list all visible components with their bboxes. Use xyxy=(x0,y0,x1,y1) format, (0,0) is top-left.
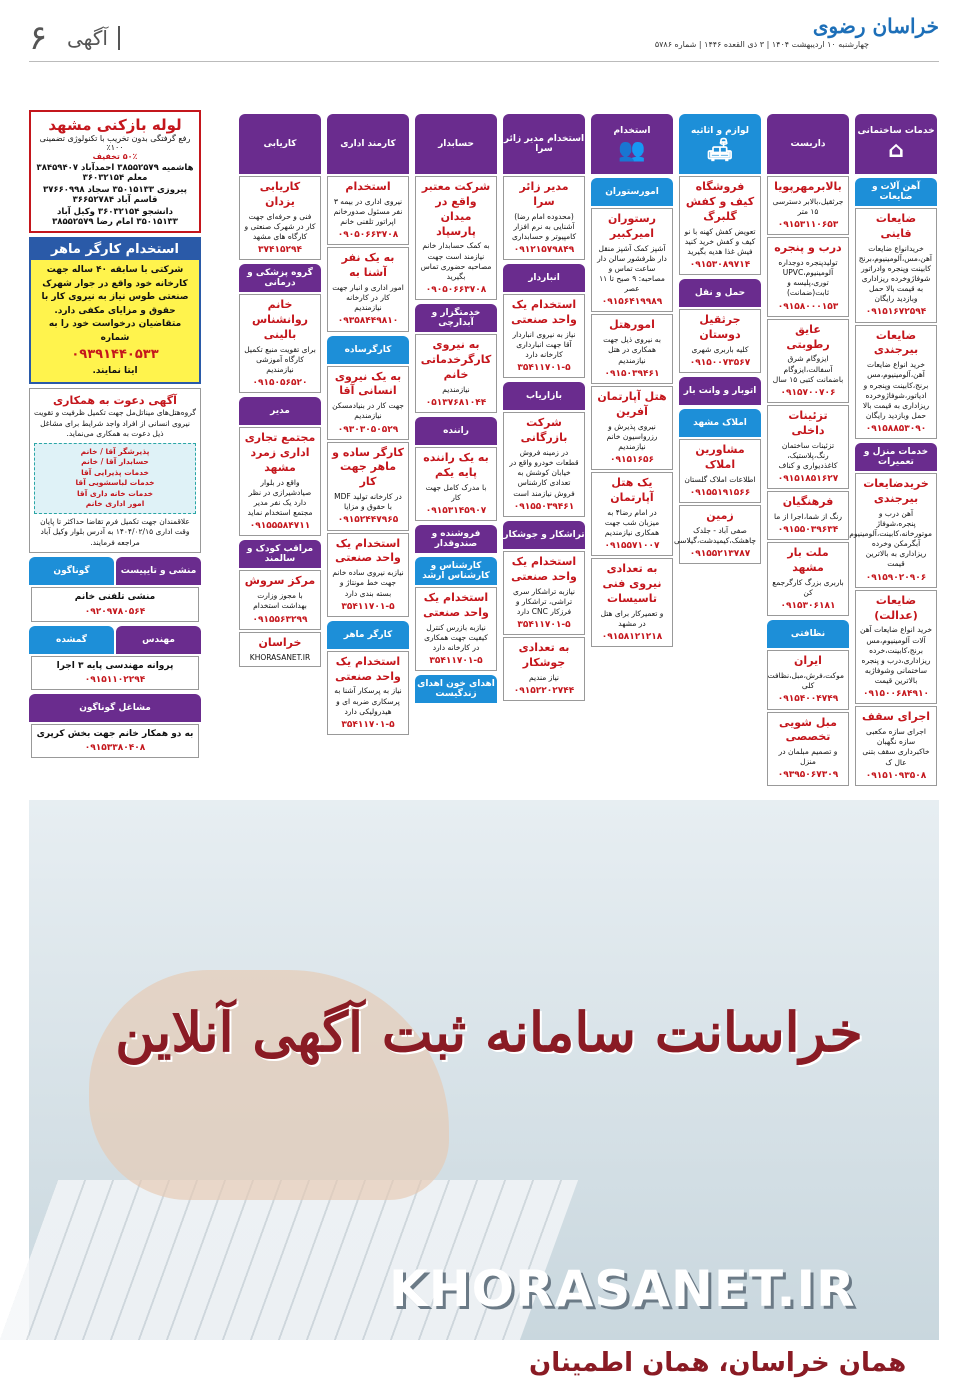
various-jobs-ad xyxy=(31,724,199,758)
ad-heading: به یک نیروی انسانی آقا xyxy=(334,369,402,398)
category-header xyxy=(855,114,937,174)
ad-body: در زمینه فروش قطعات خودرو واقع در خیابان کوشش به تعدادی کارشناس فروش نیازمند است xyxy=(509,448,579,498)
banner-headline: خراسانت سامانه ثبت آگهی آنلاین xyxy=(115,1000,863,1064)
ad-phone: ۰۹۱۵۳۰۶۱۸۱ xyxy=(780,601,836,612)
ad-phone: ۰۹۱۵۵۵۸۴۷۱۱ xyxy=(249,521,311,532)
ad-phone: ۰۹۱۵۳۱۴۵۹۰۷ xyxy=(425,505,487,516)
ad-heading: رستوران امیرکبیر xyxy=(607,212,657,240)
worker-ad-tail: ایتا نمایند. xyxy=(92,365,138,376)
classified-ad xyxy=(674,505,761,564)
category-header xyxy=(679,114,761,174)
category-header xyxy=(591,114,673,174)
category-icon: ⌂ xyxy=(888,137,904,163)
classified-ad xyxy=(767,176,849,235)
category-misc: گوناگون xyxy=(29,557,114,585)
ad-phone: ۰۹۱۵۸۰۰۰۱۵۳ xyxy=(777,301,839,312)
ad-phone: ۰۵۱۳۷۶۸۱۰۴۴ xyxy=(425,397,487,408)
ad-body: نیازبه تراشکار سری تراشی، تراشکار و فرزکار CNC دارد xyxy=(512,586,576,616)
ad-body: و تعمیرکار برای هتل در مشهد xyxy=(600,608,664,628)
ad-body: نیاز به نیروی انباردار آقا جهت انبارداری کارخانه دارد xyxy=(512,329,576,360)
ad-body: KHORASANET.IR xyxy=(249,652,311,662)
subcategory-header: راننده xyxy=(415,417,497,445)
classified-ad xyxy=(767,712,849,786)
classified-ad xyxy=(503,637,585,701)
position-item: حسابدار آقا / خانم xyxy=(81,457,149,467)
ad-phone: ۰۹۱۵۰۵۶۵۲۰ xyxy=(252,378,308,389)
ad-column xyxy=(413,110,499,790)
ad-phone: ۳۷۴۱۵۲۹۴ xyxy=(258,245,302,256)
left-ads-column xyxy=(29,110,201,760)
ad-heading: درب و پنجره xyxy=(774,241,842,255)
pipe-ad-row: دانشجو ۳۶۰۳۲۱۵۴ وکیل آباد ۳۵۰۱۵۱۳۳ امام رضا ۳۸۵۵۲۵۷۹ xyxy=(52,207,178,227)
category-label: حسابدار xyxy=(438,139,474,149)
category-secretary: منشی و تایپیست xyxy=(116,557,201,585)
ad-phone: ۰۹۱۵۰۳۹۴۶۱ xyxy=(604,368,660,379)
classified-ad xyxy=(855,590,937,705)
classified-ad xyxy=(679,439,761,503)
khorasanet-banner[interactable] xyxy=(29,800,939,1378)
classified-ad xyxy=(327,247,409,331)
ad-body: نیاز به پرسکار آشنا به پرسکاری ضربه ای و هیدرولیکی دارد xyxy=(334,686,402,716)
ad-heading: عایق رطوبتی xyxy=(786,322,830,351)
position-item: پذیرشگر آقا / خانم xyxy=(80,446,150,456)
page-number: ۶ xyxy=(29,18,48,58)
subcategory-header: مدیر xyxy=(239,397,321,425)
category-header xyxy=(239,114,321,174)
ad-body: نیازبه بازرس کنترل کیفیت جهت همکاری در کارخانه دارد xyxy=(424,622,488,652)
classified-ad xyxy=(767,319,849,403)
ad-body: تزئینات ساختمان رنگ،پلاستیک، کاغذدیواری و کناف xyxy=(778,440,838,470)
ad-body: جرثقیل،بالابر دسترسی ۱۵ متر xyxy=(772,196,844,216)
ad-heading: به دو همکار خانم جهت بخش کرپری xyxy=(36,728,194,739)
ad-body: در کارخانه تولید MDF با حقوق و مزایا xyxy=(334,492,402,512)
ad-heading: بالابرمهرپویا xyxy=(774,180,842,193)
ad-phone: ۰۹۱۵۵۱۹۱۵۶۶ xyxy=(689,487,751,498)
ad-heading: به نیروی کارگرخدماتی خانم xyxy=(420,338,492,381)
ad-phone: ۰۹۱۵۸۸۵۳۰۹۰ xyxy=(865,424,927,435)
classified-ad xyxy=(503,412,585,516)
category-label: استخدام xyxy=(613,125,651,136)
ad-body: به کمک حسابدار خانم نیازمند است جهت مصاحبه حضوری تماس بگیرید xyxy=(420,241,492,281)
ad-phone: ۰۹۲۰۹۷۸۰۵۶۴ xyxy=(84,606,146,617)
ad-body: امور اداری و انبار جهت کار در کارخانه نیازمندیم xyxy=(332,283,404,313)
category-icon: 👥 xyxy=(618,137,646,163)
ad-heading: استخدام یک واحد صنعتی xyxy=(335,654,401,683)
classified-ad xyxy=(415,176,497,300)
ad-heading: امورهتل xyxy=(609,318,655,332)
ad-body: با مجوز وزارت بهداشت استخدام xyxy=(253,591,307,611)
classified-ad xyxy=(327,176,409,245)
ad-heading: ضایعات قاینی xyxy=(875,212,917,240)
ad-body: نیروی اداری در بیمه ۳ نفر مسئول صدورخانم اپراتور تلفنی خانم xyxy=(333,196,403,227)
ad-heading: یک هتل آپارتمان xyxy=(610,476,654,504)
ad-body: با مدرک کامل جهت کار xyxy=(425,482,487,502)
ad-phone: ۰۹۱۵۳۳۸۰۴۰۸ xyxy=(84,743,146,754)
ad-heading: مجتمع تجاری اداری زمرد مشهد xyxy=(244,431,316,474)
subcategory-header: آهن آلات و ضایعات xyxy=(855,178,937,206)
ad-phone: ۰۹۳۹۵۰۶۷۳۰۹ xyxy=(777,770,839,781)
ad-heading: جرثقیل دوستان xyxy=(699,313,741,341)
ad-phone: ۰۹۱۵۵۲۱۳۷۸۷ xyxy=(689,549,751,560)
ad-column xyxy=(325,110,411,790)
worker-ad-body xyxy=(31,260,199,382)
ad-body: به نیروی ذیل جهت همکاری در هتل نیازمندیم xyxy=(603,335,661,365)
ad-body: آشپز کمک آشپز منقل دار ظرفشور سالن دار ساعت تماس و مصاحبه: ۹ صبح تا ۱۱ عصر xyxy=(597,243,667,294)
classified-ad xyxy=(767,237,849,316)
category-icon: 🛋 xyxy=(706,137,734,163)
classified-ad xyxy=(679,176,761,275)
position-item: خدمات لباسشویی آقا xyxy=(75,478,155,488)
classified-ad xyxy=(767,542,849,616)
ad-body: برای تقویت منبع تکمیل کارگاه آموزشی نیازمندیم xyxy=(244,344,316,374)
newspaper-logo: خراسان رضوی xyxy=(812,14,939,38)
ad-heading: کارگر ساده و ماهر جهت کار xyxy=(332,445,404,489)
ad-body: و تصمیم مبلمان در منزل xyxy=(778,747,838,767)
ad-body: فنی و حرفه‌ای جهت کار در شهرک صنعتی و کارگاه های مشهد xyxy=(244,211,316,241)
classified-ad xyxy=(239,176,321,260)
ad-heading: کاریابی یزدان xyxy=(259,180,301,208)
ad-heading: خریدضایعات بیرجندی xyxy=(863,477,929,505)
left-cat-row xyxy=(29,626,201,654)
ad-phone: ۰۹۱۵۸۱۲۱۲۱۸ xyxy=(601,632,663,642)
subcategory-header: اهدای خون اهدای زندگیست xyxy=(415,675,497,703)
ad-column xyxy=(674,110,763,790)
ad-heading: فروشگاه کیف و کفش گلبرگ xyxy=(685,180,755,223)
ad-heading: مبل شویی تخصصی xyxy=(779,715,837,744)
subcategory-header: نظافتی xyxy=(767,620,849,648)
ad-phone: ۰۹۱۵۵۰۳۹۴۶۱ xyxy=(513,501,575,512)
subcategory-header: امورستوران xyxy=(591,178,673,206)
ad-body: ایزوگام شرق آسفالت،ایزوگام باضمانت کتبی ۱۵ سال xyxy=(772,354,844,384)
ad-phone: ۳۵۴۱۱۷۰۱-۵ xyxy=(517,363,571,374)
classified-ad xyxy=(415,587,497,671)
worker-ad-phone: ۰۹۳۹۱۴۴۰۵۳۳ xyxy=(71,347,159,362)
ad-phone: ۰۹۱۵۵۶۳۲۹۹ xyxy=(252,614,308,625)
invite-body: گروه‌هتل‌های مینا‌تل‌مل جهت تکمیل ظرفیت و تقویت نیروی انسانی از افراد واجد شرایط برای مشاغل ذیل دعوت به همکاری می‌نماید. xyxy=(34,408,196,439)
ad-body: واقع در بلوار صیادشیرازی در نظر دارد یک نفر مدیر مجتمع استخدام نماید xyxy=(247,477,313,518)
classified-ad xyxy=(679,309,761,373)
ad-phone: ۳۵۴۱۱۷۰۱-۵ xyxy=(341,719,395,730)
worker-ad-title: استخدام کارگر ماهر xyxy=(31,239,199,260)
ad-phone: ۰۹۱۵۹۰۲۰۹۰۶ xyxy=(865,572,927,583)
engineer-ad xyxy=(31,656,199,690)
classified-ad xyxy=(327,651,409,735)
ad-heading: استخدام یک واحد صنعتی xyxy=(423,590,489,619)
ad-body: خریدانواع ضایعات آهن،مس،آلومینیوم،برنج کابینت وپنجره وادراتور شوفاژوخرده ریزاداری به قیمت بالا حمل وبازدید رایگان xyxy=(858,243,932,304)
classified-ad xyxy=(415,334,497,413)
subcategory-header: کارگرساده xyxy=(327,336,409,364)
ad-heading: به یک راننده پایه یکم xyxy=(423,450,489,479)
ad-phone: ۰۹۱۵۵۰۳۹۶۳۴ xyxy=(777,525,839,536)
ad-body: در امام رضا۴ به میزبان شب جهت همکاری نیازمندیم xyxy=(604,507,660,537)
ad-phone: ۰۹۱۵۱۰۹۳۵۰۸ xyxy=(865,770,927,781)
ad-phone: ۰۹۱۵۱۶۵۶ xyxy=(610,454,654,465)
ad-heading: استخدام یک واحد صنعتی xyxy=(335,536,401,565)
subcategory-header: مراقب کودک و سالمند xyxy=(239,540,321,568)
ad-phone: ۳۵۴۱۱۷۰۱-۵ xyxy=(429,655,483,666)
ad-heading: استخدام xyxy=(345,180,391,193)
subcategory-header: خدمتگزار و آبدارچی xyxy=(415,304,497,332)
subcategory-header: املاک مشهد xyxy=(679,409,761,437)
classified-ad xyxy=(855,706,937,785)
banner-url-link[interactable]: KHORASANET.IR xyxy=(389,1260,856,1318)
ad-heading: پروانه مهندسی پایه ۳ اجرا xyxy=(56,660,174,671)
subcategory-header: کارگر ماهر xyxy=(327,621,409,649)
classified-ad xyxy=(239,294,321,393)
worker-ad-text: شرکتی با سابقه ۴۰ ساله جهت کارخانه خود واقع در جوار شهرک صنعتی طوس نیاز به نیروی کار با حقوق و مزایای مکفی دارد. متقاضیان درخواست خود را به شماره xyxy=(41,265,189,343)
ad-phone: ۰۹۰۵۰۶۶۳۷۰۸ xyxy=(337,230,399,241)
category-label: کاریابی xyxy=(263,139,297,149)
pipe-ad-title: لوله بازکنی مشهد xyxy=(48,116,182,134)
classified-ad xyxy=(591,472,673,556)
category-header xyxy=(415,114,497,174)
ad-body: تولیدپنجره دوجداره آلومینیوم،UPVC توری،پلیسه و ثابت(ضمانت) xyxy=(778,258,838,298)
ad-phone: ۳۵۴۱۱۷۰۱-۵ xyxy=(341,601,395,612)
ad-heading: استخدام یک واحد صنعتی xyxy=(511,554,577,583)
ad-phone: ۰۹۱۵۲۲۰۲۷۴۴ xyxy=(513,685,575,696)
ad-body: کلیه باربری شهری xyxy=(691,344,749,354)
left-cat-row xyxy=(29,557,201,585)
category-header xyxy=(327,114,409,174)
classified-ad xyxy=(855,325,937,440)
ad-column xyxy=(765,110,851,790)
ad-body: نیاز مندیم xyxy=(529,672,559,682)
subcategory-header: حمل و نقل xyxy=(679,279,761,307)
secretary-ad xyxy=(31,587,199,621)
ad-phone: ۳۵۴۱۱۷۰۱-۵ xyxy=(517,619,571,630)
classified-ad xyxy=(327,533,409,617)
category-engineer: مهندس xyxy=(116,626,201,654)
ad-heading: شرکت معتبر واقع در میدان پارسپاد xyxy=(421,180,491,238)
classified-ad xyxy=(591,314,673,383)
ad-heading: هتل آپارتمان آفرین xyxy=(597,389,667,418)
ad-phone: ۰۹۳۰۳۰۵۰۵۲۹ xyxy=(337,424,399,435)
category-header xyxy=(767,114,849,174)
ad-phone: ۰۹۳۵۸۴۴۹۸۱۰ xyxy=(337,316,399,327)
pipe-ad-row: هاشمیه ۳۸۵۵۲۵۷۹ احمدآباد ۳۸۴۵۹۴۰۷ معلم ۳۶۰۳۲۱۵۴ xyxy=(36,163,194,183)
ad-body: صفی آباد - جلدک چاهشک،کیمیدشت،گیلاسی xyxy=(674,525,756,545)
classified-ad xyxy=(239,632,321,667)
classified-ad xyxy=(855,208,937,323)
classified-ad xyxy=(327,366,409,440)
ad-body: موکت،فرش،مبل،نظافت کلی xyxy=(767,671,844,691)
ad-heading: فرهنگیان xyxy=(782,495,834,509)
ad-body: خرید انواع ضایعات آهن آلات آلومینیوم،مس برنج،کابینت،خرده ریزاداری،درب و پنجره ساختمانی وشوفاژبه بالاترین قیمت xyxy=(859,625,932,686)
ad-heading: اجرای سقف xyxy=(861,710,931,724)
category-various-jobs: مشاغل گوناگون xyxy=(29,694,201,722)
ad-column xyxy=(501,110,587,790)
subcategory-header: فروشنده و صندوقدار xyxy=(415,525,497,553)
category-label: داربست xyxy=(790,139,826,149)
category-lost: گمشده xyxy=(29,626,114,654)
ad-body: (محدوده امام رضا) آشنایی به نرم افزار کامپیوتر و حسابداری xyxy=(511,211,577,241)
invite-tail: علاقمندان جهت تکمیل فرم تقاضا حداکثر تا پایان وقت اداری ۱۴۰۴/۰۲/۱۵ به آدرس بلوار وکیل آباد مراجعه فرمایند. xyxy=(40,516,190,547)
subcategory-header: انباردار xyxy=(503,264,585,292)
ad-phone: ۰۹۰۵۰۶۶۳۷۰۸ xyxy=(425,284,487,295)
ad-body: رنگ از شما،اجرا از ما xyxy=(774,511,842,521)
ad-heading: ضایعات بیرجندی xyxy=(873,328,919,357)
banner-slogan: همان خراسان، همان اطمینان xyxy=(529,1348,907,1378)
ad-phone: ۰۹۱۵۵۷۱۰۰۷ xyxy=(604,541,660,552)
ad-heading: زمین xyxy=(706,508,734,522)
invite-title: آگهی دعوت به همکاری xyxy=(53,394,177,407)
ad-phone: ۰۹۱۵۳۰۸۹۷۱۴ xyxy=(689,259,751,270)
ad-phone: ۰۹۱۵۶۴۱۹۹۸۹ xyxy=(601,297,663,308)
ad-body: خرید انواع ضایعات آهن،آلومینیوم،مس برنج،کابینت وپنجره و ادیاتور،شوفاژوخرده ریزاداری به قیمت بالا حمل وبازدید رایگان xyxy=(862,360,930,420)
subcategory-header: کارشناس و کارشناس ارشد xyxy=(415,557,497,585)
ad-phone: ۰۹۱۵۴۰۰۴۷۴۹ xyxy=(777,694,839,705)
ad-heading: ضایعات (عدالت) xyxy=(874,593,918,622)
ad-heading: منشی تلفنی خانم xyxy=(74,592,156,603)
ad-heading: مشاورین املاک xyxy=(695,443,745,471)
dateline: چهارشنبه ۱۰ اردیبهشت ۱۴۰۴ | ۳ ذی القعده ۱۴۴۶ | شماره ۵۷۸۶ xyxy=(654,40,869,49)
category-header xyxy=(503,114,585,174)
ad-heading: خراسان xyxy=(258,635,302,649)
ad-phone: ۰۹۱۵۰۰۷۳۵۶۷ xyxy=(689,357,751,368)
pipe-ad-row: پیروزی ۳۵۰۱۵۱۳۳ سجاد ۳۷۶۶۰۹۹۸ قاسم آباد ۳۶۶۵۲۷۸۴ xyxy=(43,185,187,205)
ad-phone: ۰۹۱۵۲۴۴۷۹۶۵ xyxy=(337,515,399,526)
category-label: استخدام مدیر زائر سرا xyxy=(503,134,585,154)
ad-body: جهت کار در بنیادمسکن نیازمندیم xyxy=(332,401,404,421)
ad-phone: ۰۹۱۵۰۰۶۸۴۹۱۰ xyxy=(863,689,929,700)
category-label: کارمند اداری xyxy=(340,139,396,149)
hotel-invite-ad xyxy=(29,388,201,553)
section-title: آگهی xyxy=(67,26,120,50)
masthead xyxy=(29,14,939,62)
ad-heading: شرکت بازرگانی xyxy=(520,416,568,445)
subcategory-header: بازاریاب xyxy=(503,382,585,410)
classified-ad xyxy=(591,208,673,312)
classified-ad xyxy=(849,473,937,588)
newspaper-page xyxy=(1,0,967,1380)
ad-phone: ۰۹۱۵۱۸۵۱۶۲۷ xyxy=(777,473,839,484)
position-item: خدمات خانه داری آقا xyxy=(76,488,154,498)
classified-ad xyxy=(503,551,585,635)
ad-body: نیروی پذیرش و رزرواسیون خانم نیازمندیم xyxy=(606,421,658,451)
ad-heading: تزئینات داخلی xyxy=(788,408,828,437)
position-item: خدمات پذیرایی آقا xyxy=(81,467,149,477)
classified-ad xyxy=(767,491,849,540)
pipe-ad-subtitle: رفع گرفتگی بدون تخریب با تکنولوژی تضمینی ۱۰۰٪ xyxy=(39,134,191,152)
classified-ad xyxy=(327,442,409,531)
ad-body: نیازبه نیروی ساده خانم جهت خط مونتاژ و بسته بندی دارد xyxy=(332,568,404,598)
classified-ad xyxy=(591,558,673,647)
classified-ad xyxy=(239,570,321,629)
ad-body: آهن درب و پنجره،شوفاژ موتورخانه،کابینت،آلومینیوم آبگرمکن وخرده ریزاداری به بالاترین قیمت xyxy=(849,508,932,569)
ad-heading: به یک نفر آشنا به xyxy=(341,251,395,280)
ad-phone: ۰۹۱۵۷۰۰۷۰۶ xyxy=(780,387,836,398)
ad-column xyxy=(589,110,675,790)
pipe-cleaning-ad xyxy=(29,110,201,233)
subcategory-header: گروه پزشکی و درمانی xyxy=(239,264,321,292)
ad-body: باربری بزرگ کارگرجمع کن xyxy=(772,577,844,598)
ad-heading: استخدام یک واحد صنعتی xyxy=(511,298,577,327)
classified-ad xyxy=(591,386,673,470)
invite-positions xyxy=(34,443,196,514)
ad-body: اجرای سازه مکعبی سازه نگهبان خاکبرداری سقف بتنی عال ک xyxy=(862,727,930,767)
ad-phone: ۰۹۱۵۱۱۰۲۲۹۴ xyxy=(84,674,146,685)
classified-ad xyxy=(239,427,321,536)
ad-heading: ایران xyxy=(794,654,822,668)
ad-column xyxy=(849,110,939,790)
subcategory-header: تراشکار و جوشکار xyxy=(503,521,585,549)
ad-heading: مرکز سروش xyxy=(244,574,316,588)
category-label: لوازم و اثاثیه xyxy=(690,125,750,136)
classified-ad xyxy=(415,447,497,521)
ad-heading: خانم روانشناس بالینی xyxy=(251,298,309,341)
ad-body: اطلاعات املاک گلستان xyxy=(684,474,756,484)
subcategory-header: اتوبار و وانت بار xyxy=(679,377,761,405)
ad-column xyxy=(237,110,323,790)
position-item: امور اداری خانم xyxy=(85,499,145,509)
classified-ad xyxy=(767,650,849,709)
ad-heading: به تعدادی جوشکار xyxy=(518,641,570,669)
ad-heading: به تعدادی نیروی فنی تاسیسات xyxy=(602,562,662,605)
ad-phone: ۰۹۱۵۱۶۷۲۵۹۴ xyxy=(865,307,927,318)
subcategory-header: خدمات منزل و تعمیرات xyxy=(855,443,937,471)
ad-heading: مدیر زائر سرا xyxy=(519,180,569,208)
category-label: خدمات ساختمانی xyxy=(857,125,935,136)
classified-ad xyxy=(767,405,849,489)
discount-badge: ۵۰٪ تخفیف xyxy=(92,152,138,161)
ad-heading: ملت بار مشهد xyxy=(787,546,829,575)
ad-body: تعویض کفش کهنه با نو کیف و کفش خرید کنید فیش غذا هدیه بگیرید xyxy=(684,226,756,256)
skilled-worker-ad xyxy=(29,237,201,384)
ad-body: نیازمندیم xyxy=(442,384,470,394)
ad-phone: ۰۹۱۵۳۱۱۰۶۵۳ xyxy=(777,220,839,231)
classified-ad xyxy=(503,176,585,260)
classified-ad xyxy=(503,294,585,378)
ad-phone: ۰۹۱۲۱۵۷۹۸۴۹ xyxy=(513,245,575,256)
